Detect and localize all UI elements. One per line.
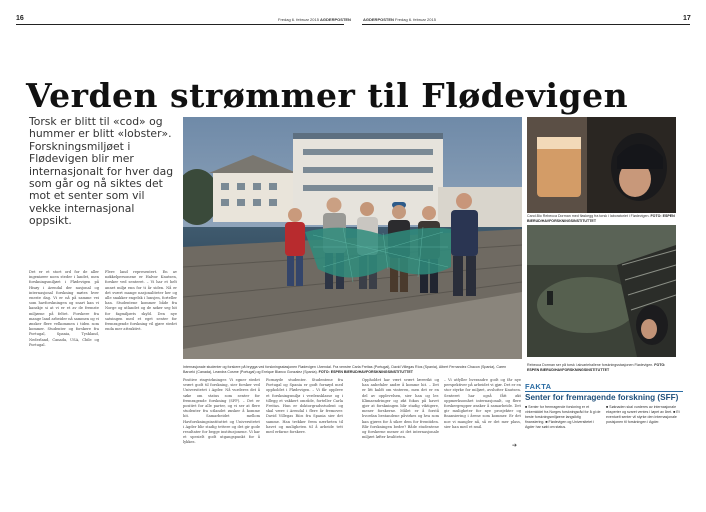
left-running-paper: AGDERPOSTEN	[320, 17, 351, 22]
fakta-column-2: ■ Søknaden skal vurderes av internasjonale eksperter og svaret ventes i løpet av året. ■ Et eventuelt senter vil styrke den internasjonale posisjonen til forskningen i Agder.	[606, 405, 680, 424]
bottom-right-caption	[527, 363, 677, 373]
fakta-rule	[525, 391, 683, 392]
article-column-6: – Vi utfyller hverandre godt og får nye perspektiver på arbeidet vi gjør. Det er en stor styrke for miljøet, avslutter Knutsen. Senteret har også fått økt oppmerksomhet internasjonalt, og flere forskergrupper ønsker å samarbeide. Det gir muligheter for nye prosjekter og finansiering i årene som kommer. Er det noe vi mangler nå, så er det mer plass, sier han med et smil.	[444, 378, 521, 429]
deck: Torsk er blitt til «cod» og hummer er blitt «lobster». Forskningsmiljøet i Flødevigen blir mer internasjonalt for hver dag som går og nå siktes det mot et senter som vil vekke internasjonal oppsikt.	[29, 115, 174, 228]
top-right-photo	[527, 117, 676, 213]
main-caption-text: Internasjonale studenter og forskere på brygga ved forskningsstasjonen Flødevigen i Arendal. Fra venstre Carla Freitas (Portugal), David Villegas Ríos (Spania), Albert Fernandez Chacon (Spania), Caren Barceló (Canada), Leandra Cosme (Portugal) og Enrique Blanco Gonzalez (Spania).	[183, 365, 507, 374]
fakta-title: Senter for fremragende forskning (SFF)	[525, 393, 679, 402]
left-running-head	[278, 17, 351, 22]
article-column-2: Flere land representert. En av nøkkelpersonene er Halvor Knutsen, forsker ved senteret. – Vi har et helt annet miljø enn for ti år siden. Nå er det svært mange nasjonaliteter her og alle snakker engelsk i lunsjen, forteller han. Studentene kommer både fra Norge og utlandet og de søker seg hit for fagmiljøets skyld. Den nye satsingen med et eget senter for fremragende forskning vil gjøre stedet enda mer attraktivt.	[105, 270, 177, 332]
headline: Verden strømmer til Flødevigen	[26, 76, 629, 115]
right-running-date: Fredag 6. februar 2015	[395, 17, 436, 22]
right-running-head	[363, 17, 436, 22]
bottom-right-photo	[527, 225, 676, 357]
main-photo	[183, 117, 522, 359]
bottom-right-caption-text: Rebecca Dorman ser på torsk i akvariehallene forskningsstasjonen Flødevigen.	[527, 363, 654, 367]
right-page-number: 17	[683, 15, 691, 22]
left-header-rule	[16, 24, 344, 25]
bottom-right-photo-image	[527, 225, 676, 357]
main-photo-image	[183, 117, 522, 359]
right-header-rule	[362, 24, 690, 25]
article-column-4: Fornøyde studenter. Studentene fra Portugal og Spania er godt fornøyd med oppholdet i Flødevigen. – Vi får oppleve et forskningsmiljø i verdensklasse og i tillegg et vakkert område, forteller Carla Freitas. Hun er doktorgradsstudent og skal være i Arendal i flere år fremover. David Villegas Ríos fra Spania sier det samme. Han trekker frem nærheten til havet og muligheten til å arbeide tett med erfarne forskere.	[266, 378, 343, 435]
left-running-date: Fredag 6. februar 2015	[278, 17, 319, 22]
bottom-right-credit: FOTO: ESPEN BIERUD/HAVFORSKNINGSINSTITUTTET	[527, 363, 666, 372]
main-photo-caption	[183, 365, 519, 375]
article-column-1: Det er et stort ord for de aller ingeniører noen steder i landet, men forskningsmiljøet i Flødevigen på Hisøy i Arendal der nasjonal og internasjonal forskning møtes hver eneste dag. Vi er nå på samme vei som havforskningen og snart kan vi kanskje si at vi er et av de fremste miljøene på feltet. Forskere fra mange land arbeider nå sammen og vi ønsker flere velkommen i tiden som kommer. Studenter og forskere fra Portugal, Spania, Tyskland, Nederland, Canada, USA, Chile og Portugal.	[29, 270, 99, 347]
right-running-paper: AGDERPOSTEN	[363, 17, 394, 22]
fakta-label: FAKTA	[525, 382, 552, 391]
top-right-caption-text: Cand.Bio Rebecca Dorman med flaskegg fra torsk i laboratoriet i Flødevigen.	[527, 214, 650, 218]
top-right-photo-image	[527, 117, 676, 213]
top-right-caption	[527, 214, 677, 224]
top-right-credit: FOTO: ESPEN BIERUD/HAVFORSKNINGSINSTITUTTET	[527, 214, 675, 223]
article-column-5: Oppholdet har vært svært lærerikt og han anbefaler andre å komme hit. – Det er litt kaldt om vinteren, men det er en del av opplevelsen, sier han og ler. Klimaendringer og økt fokus på havet gjør at forskningen blir stadig viktigere, mener forskerne. Målet er å forstå hvordan bestandene påvirkes og hva som kan gjøres for å sikre dem for fremtiden. Blir forskningen bedre? Både studentene og forskerne mener at det internasjonale miljøet løfter kvaliteten.	[362, 378, 439, 440]
article-column-3: Positive ringvirkninger. Vi egner stedet svært godt til forskning, sier forsker ved Universitetet i Agder. Nå vurderes det å søke om status som senter for fremragende forskning (SFF). – Det er positivt for alle parter, og vi ser at flere studenter fra utlandet ønsker å komme hit. Samarbeidet mellom Havforskningsinstituttet og Universitetet i Agder blir stadig tettere og det gir gode resultater for begge institusjonene. Vi har et spesielt godt utgangspunkt for å lykkes.	[183, 378, 260, 445]
article-end-arrow: ➔	[512, 442, 518, 449]
main-photo-credit: FOTO: ESPEN BIERUD/HAVFORSKNINGSINSTITUTTET	[318, 369, 413, 374]
fakta-column-1: ■ Senter for fremragende forskning er et virkemiddel fra Norges forskningsråd for å gi de beste forskningsmiljøene langsiktig finansiering. ■ Flødevigen og Universitetet i Agder har søkt om status.	[525, 405, 601, 429]
left-page-number: 16	[16, 15, 24, 22]
